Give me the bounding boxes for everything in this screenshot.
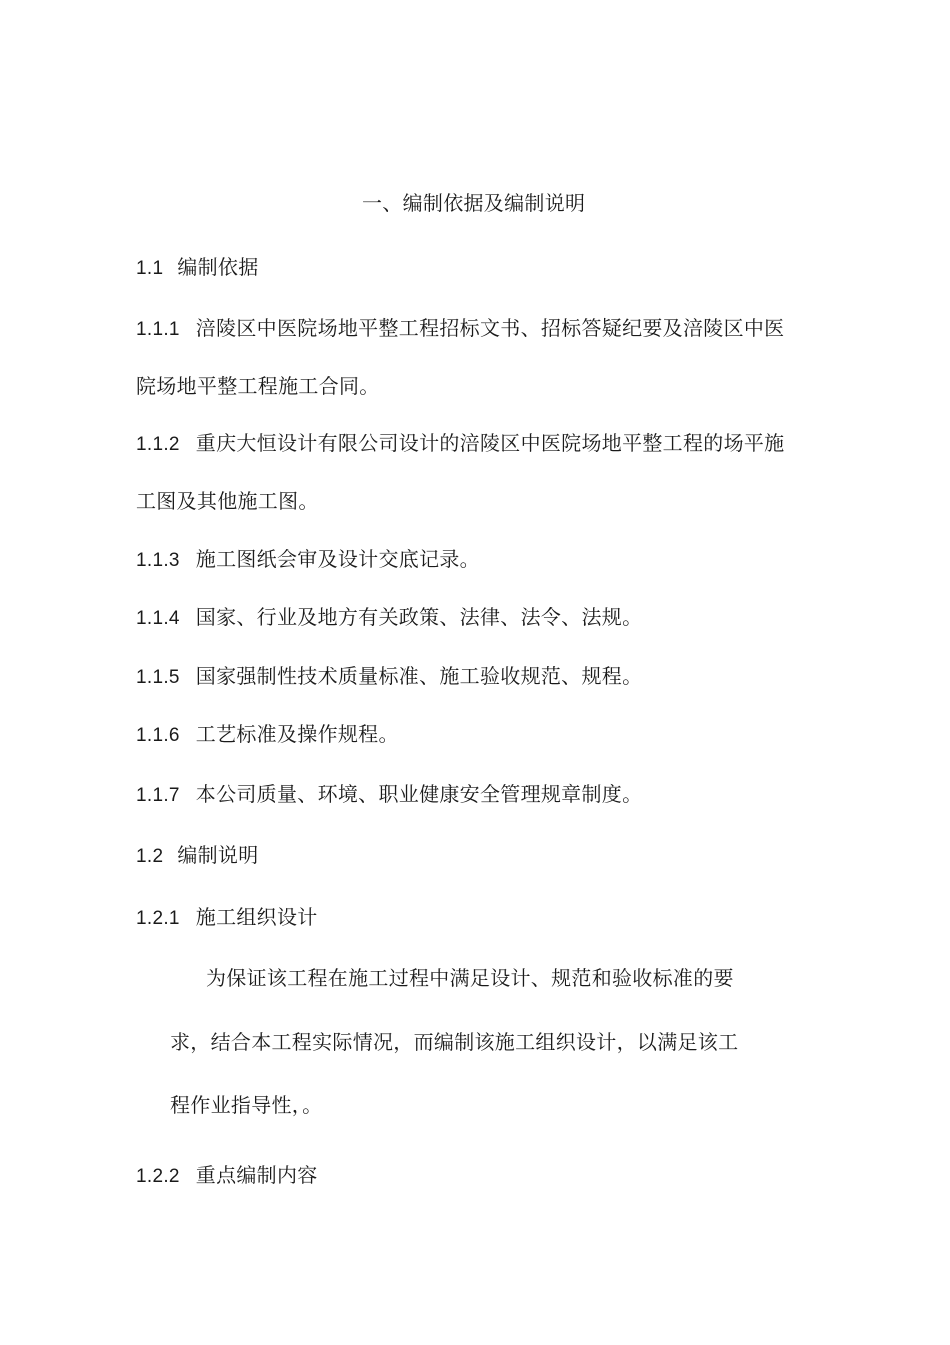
section-text: 编制依据	[177, 255, 259, 279]
section-text: 本公司质量、环境、职业健康安全管理规章制度。	[195, 782, 643, 806]
paragraph-line-3: 程作业指导性，。	[170, 1093, 323, 1117]
section-number: 1.1	[136, 258, 164, 279]
section-item-1-1-6	[136, 722, 399, 748]
section-number: 1.2	[136, 846, 164, 867]
section-number: 1.1.5	[136, 667, 180, 688]
page-title: 一、编制依据及编制说明	[362, 191, 586, 215]
section-number: 1.2.2	[136, 1166, 180, 1187]
section-text: 编制说明	[177, 843, 259, 867]
section-text: 施工图纸会审及设计交底记录。	[195, 547, 480, 571]
section-text: 重点编制内容	[195, 1163, 318, 1187]
section-text: 国家、行业及地方有关政策、法律、法令、法规。	[195, 605, 643, 629]
section-item-1-1-7	[136, 782, 642, 808]
section-heading-1-2	[136, 843, 259, 869]
section-item-1-1-3	[136, 547, 480, 573]
section-item-1-1-2	[136, 431, 784, 457]
section-item-1-1-1-continuation: 院场地平整工程施工合同。	[136, 374, 380, 398]
section-item-1-2-2	[136, 1163, 318, 1189]
section-number: 1.1.3	[136, 550, 180, 571]
section-item-1-1-2-continuation: 工图及其他施工图。	[136, 489, 319, 513]
section-number: 1.2.1	[136, 908, 180, 929]
section-text: 工艺标准及操作规程。	[195, 722, 399, 746]
section-text: 施工组织设计	[195, 905, 318, 929]
section-item-1-1-4	[136, 605, 642, 631]
section-item-1-1-1	[136, 316, 784, 342]
section-number: 1.1.2	[136, 434, 180, 455]
section-text: 国家强制性技术质量标准、施工验收规范、规程。	[195, 664, 643, 688]
section-number: 1.1.7	[136, 785, 180, 806]
section-item-1-2-1	[136, 905, 318, 931]
section-number: 1.1.1	[136, 319, 180, 340]
section-text: 重庆大恒设计有限公司设计的涪陵区中医院场地平整工程的场平施	[195, 431, 785, 455]
section-text: 涪陵区中医院场地平整工程招标文书、招标答疑纪要及涪陵区中医	[195, 316, 785, 340]
section-item-1-1-5	[136, 664, 642, 690]
section-number: 1.1.4	[136, 608, 180, 629]
section-number: 1.1.6	[136, 725, 180, 746]
paragraph-line-1: 为保证该工程在施工过程中满足设计、规范和验收标准的要	[206, 966, 734, 990]
section-heading-1-1	[136, 255, 259, 281]
paragraph-line-2: 求，结合本工程实际情况，而编制该施工组织设计，以满足该工	[170, 1030, 739, 1054]
